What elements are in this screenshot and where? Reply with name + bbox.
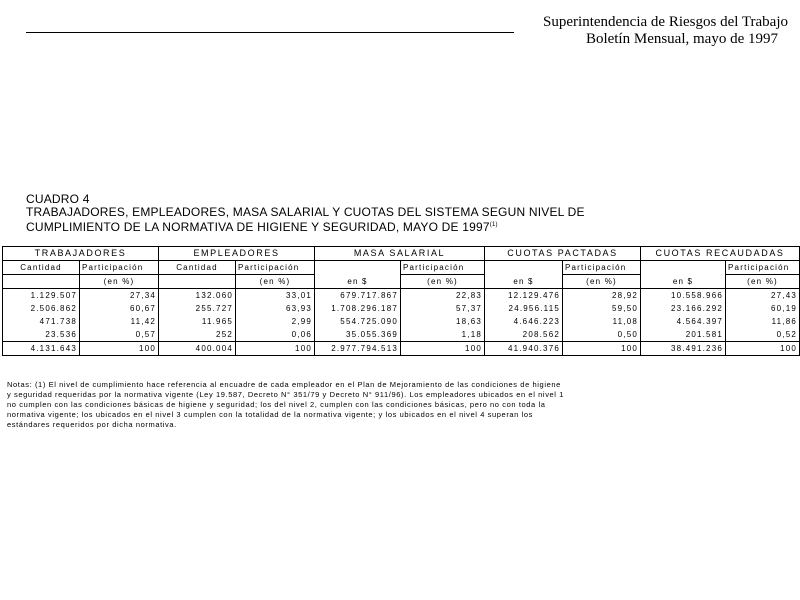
header-participacion: Participación (401, 261, 485, 275)
table-cell: 18,63 (401, 315, 485, 328)
cuadro-title-line1: TRABAJADORES, EMPLEADORES, MASA SALARIAL Y CUOTAS DEL SISTEMA SEGUN NIVEL DE (26, 205, 585, 219)
footnotes (7, 380, 697, 430)
total-cell: 38.491.236 (641, 342, 726, 356)
table-caption (26, 193, 585, 234)
table-cell: 201.581 (641, 328, 726, 342)
header-participacion: Participación (236, 261, 315, 275)
table-cell: 27,34 (80, 289, 159, 303)
subheader-row-2 (3, 275, 800, 289)
cuadro-note-ref: (1) (489, 222, 498, 228)
table-cell: 12.129.476 (485, 289, 563, 303)
cuadro-title-line2-text: CUMPLIMIENTO DE LA NORMATIVA DE HIGIENE Y SEGURIDAD, MAYO DE 1997 (26, 220, 490, 234)
table-cell: 252 (159, 328, 236, 342)
total-cell: 4.131.643 (3, 342, 80, 356)
table-cell: 1,18 (401, 328, 485, 342)
header-blank (315, 261, 401, 275)
header-en-dolar: en $ (485, 275, 563, 289)
table-cell: 554.725.090 (315, 315, 401, 328)
total-cell: 400.004 (159, 342, 236, 356)
subheader-row-1 (3, 261, 800, 275)
note-line-2: y seguridad requeridas por la normativa vigente (Ley 19.587, Decreto N° 351/79 y Decreto N° 911/96). Los empleadores ubicados en el nivel 1 (7, 390, 565, 399)
total-cell: 100 (563, 342, 641, 356)
table-cell: 4.564.397 (641, 315, 726, 328)
header-en-pct: (en %) (401, 275, 485, 289)
header-cantidad: Cantidad (3, 261, 80, 275)
table-row (3, 302, 800, 315)
table-row (3, 315, 800, 328)
table-cell: 28,92 (563, 289, 641, 303)
cuadro-title-line2 (26, 219, 585, 234)
table-cell: 11,08 (563, 315, 641, 328)
table-cell: 4.646.223 (485, 315, 563, 328)
total-row (3, 342, 800, 356)
header-en-dolar: en $ (315, 275, 401, 289)
data-table (2, 246, 800, 356)
total-cell: 100 (80, 342, 159, 356)
note-line-4: normativa vigente; los ubicados en el nivel 3 cumplen con la totalidad de la normativa vigente; y los ubicados en el nivel 4 superan los (7, 410, 534, 419)
table-cell: 679.717.867 (315, 289, 401, 303)
table-cell: 132.060 (159, 289, 236, 303)
header-cantidad: Cantidad (159, 261, 236, 275)
table-row (3, 289, 800, 303)
table-cell: 11.965 (159, 315, 236, 328)
header-en-pct: (en %) (726, 275, 800, 289)
total-cell: 2.977.794.513 (315, 342, 401, 356)
table-cell: 208.562 (485, 328, 563, 342)
group-cuotas-pactadas: CUOTAS PACTADAS (485, 247, 641, 261)
note-line-3: no cumplen con las condiciones básicas de higiene y seguridad; los del nivel 2, cumplen con las condiciones básicas, pero no con toda la (7, 400, 546, 409)
table-cell: 0,57 (80, 328, 159, 342)
table-cell: 0,52 (726, 328, 800, 342)
table-cell: 33,01 (236, 289, 315, 303)
total-cell: 100 (726, 342, 800, 356)
table-cell: 22,83 (401, 289, 485, 303)
cuadro-label: CUADRO 4 (26, 192, 90, 206)
total-cell: 41.940.376 (485, 342, 563, 356)
header-participacion: Participación (726, 261, 800, 275)
header-en-dolar: en $ (641, 275, 726, 289)
table-cell: 27,43 (726, 289, 800, 303)
table-cell: 1.708.296.187 (315, 302, 401, 315)
group-trabajadores: TRABAJADORES (3, 247, 159, 261)
table-cell: 2.506.862 (3, 302, 80, 315)
table-cell: 11,86 (726, 315, 800, 328)
header-participacion: Participación (563, 261, 641, 275)
group-header-row (3, 247, 800, 261)
table-cell: 63,93 (236, 302, 315, 315)
table-cell: 2,99 (236, 315, 315, 328)
header-blank (159, 275, 236, 289)
table-cell: 24.956.115 (485, 302, 563, 315)
total-cell: 100 (236, 342, 315, 356)
header-blank (641, 261, 726, 275)
note-line-5: estándares requeridos por dicha normativa. (7, 420, 177, 429)
header-blank (485, 261, 563, 275)
group-cuotas-recaudadas: CUOTAS RECAUDADAS (641, 247, 800, 261)
table-cell: 23.166.292 (641, 302, 726, 315)
table-cell: 60,19 (726, 302, 800, 315)
table-cell: 0,06 (236, 328, 315, 342)
note-line-1: Notas: (1) El nivel de cumplimiento hace referencia al encuadre de cada empleador en el Plan de Mejoramiento de las condiciones de higiene (7, 380, 561, 389)
header-rule (26, 32, 514, 33)
table-cell: 59,50 (563, 302, 641, 315)
table-cell: 57,37 (401, 302, 485, 315)
header-participacion: Participación (80, 261, 159, 275)
table-cell: 10.558.966 (641, 289, 726, 303)
publisher-title: Superintendencia de Riesgos del Trabajo (543, 14, 788, 30)
header-blank (3, 275, 80, 289)
table-cell: 60,67 (80, 302, 159, 315)
total-cell: 100 (401, 342, 485, 356)
table-row (3, 328, 800, 342)
group-masa-salarial: MASA SALARIAL (315, 247, 485, 261)
bulletin-subtitle: Boletín Mensual, mayo de 1997 (585, 31, 778, 47)
table-cell: 255.727 (159, 302, 236, 315)
table-cell: 1.129.507 (3, 289, 80, 303)
header-en-pct: (en %) (236, 275, 315, 289)
table-cell: 23.536 (3, 328, 80, 342)
table-cell: 35.055.369 (315, 328, 401, 342)
group-empleadores: EMPLEADORES (159, 247, 315, 261)
table-cell: 0,50 (563, 328, 641, 342)
header-en-pct: (en %) (80, 275, 159, 289)
table-cell: 471.738 (3, 315, 80, 328)
header-en-pct: (en %) (563, 275, 641, 289)
table-cell: 11,42 (80, 315, 159, 328)
